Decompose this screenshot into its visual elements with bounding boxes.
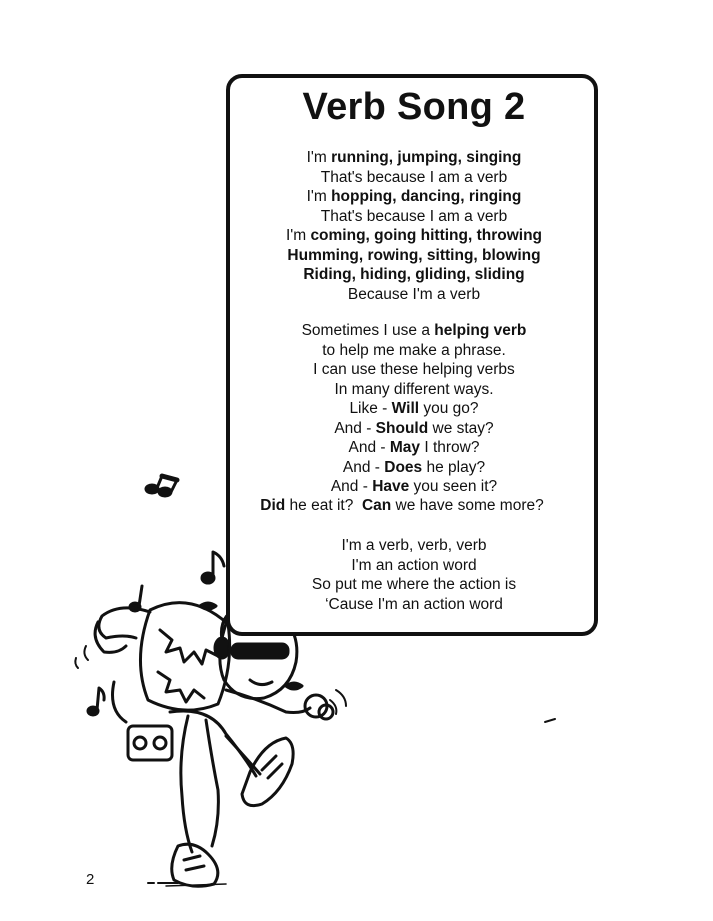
lyric-text: That's because I am a verb bbox=[320, 207, 508, 225]
lyric-text: And - bbox=[348, 439, 390, 456]
lyric-emphasis: Does bbox=[384, 458, 423, 476]
lyric-text: And - bbox=[342, 458, 385, 476]
lyric-emphasis: hopping, dancing, ringing bbox=[331, 188, 522, 205]
lyric-text: I'm bbox=[306, 188, 332, 205]
verse-2 bbox=[226, 321, 602, 497]
verse-1 bbox=[226, 148, 602, 304]
lyric-line bbox=[226, 575, 602, 595]
lyric-text: I'm bbox=[306, 149, 332, 166]
music-note-icon bbox=[202, 552, 224, 583]
lyric-emphasis: Humming, rowing, sitting, blowing bbox=[287, 246, 541, 264]
lyric-text: I throw? bbox=[420, 439, 480, 456]
lyric-text: And - bbox=[330, 478, 373, 495]
lyric-line bbox=[226, 341, 602, 361]
lyric-text: he eat it? bbox=[285, 497, 362, 514]
lyric-line bbox=[226, 285, 602, 305]
lyric-emphasis: Did bbox=[260, 497, 286, 514]
lyric-text: And - bbox=[334, 419, 376, 437]
lyric-line bbox=[226, 477, 602, 497]
lyric-line bbox=[226, 536, 602, 556]
lyric-emphasis: Should bbox=[375, 419, 429, 437]
lyric-line bbox=[226, 321, 602, 341]
lyric-line bbox=[226, 380, 602, 400]
lyric-emphasis: coming, going hitting, throwing bbox=[310, 227, 543, 244]
lyric-text: Sometimes I use a bbox=[301, 322, 435, 339]
lyric-line bbox=[226, 458, 602, 478]
lyric-text: So put me where the action is bbox=[311, 576, 517, 593]
lyric-text: you seen it? bbox=[409, 478, 498, 495]
lyric-line bbox=[226, 438, 602, 458]
lyric-text: In many different ways. bbox=[334, 380, 494, 398]
lyric-text: I'm a verb, verb, verb bbox=[341, 537, 487, 554]
lyric-emphasis: Riding, hiding, gliding, sliding bbox=[303, 266, 525, 283]
lyric-text: That's because I am a verb bbox=[320, 168, 508, 186]
lyric-line bbox=[226, 265, 602, 285]
lyric-text: ‘Cause I'm an action word bbox=[325, 595, 503, 613]
lyric-text: I can use these helping verbs bbox=[313, 361, 515, 378]
lyric-text: we have some more? bbox=[391, 497, 544, 514]
lyric-emphasis: helping verb bbox=[434, 322, 527, 339]
lyric-emphasis: Will bbox=[391, 400, 420, 417]
lyric-emphasis: Have bbox=[372, 478, 410, 495]
lyric-text: I'm bbox=[285, 227, 311, 244]
lyric-line bbox=[226, 556, 602, 576]
lyric-line bbox=[226, 360, 602, 380]
lyric-line bbox=[226, 399, 602, 419]
lyric-text: Like - bbox=[349, 400, 392, 417]
verse-2-last-line bbox=[226, 496, 602, 516]
lyric-text: you go? bbox=[419, 400, 479, 417]
lyric-line bbox=[226, 595, 602, 615]
lyric-line bbox=[226, 207, 602, 227]
lyric-emphasis: Can bbox=[361, 497, 392, 514]
music-note-icon bbox=[146, 476, 177, 496]
lyric-line bbox=[214, 496, 590, 516]
lyric-line bbox=[226, 226, 602, 246]
lyric-text: to help me make a phrase. bbox=[322, 341, 506, 359]
lyric-line bbox=[226, 187, 602, 207]
lyric-line bbox=[226, 246, 602, 266]
lyric-line bbox=[226, 148, 602, 168]
lyric-emphasis: May bbox=[389, 439, 421, 456]
lyric-text: we stay? bbox=[428, 419, 494, 437]
music-note-icon bbox=[88, 688, 104, 715]
page-title: Verb Song 2 bbox=[302, 86, 526, 128]
lyric-text: he play? bbox=[422, 458, 486, 476]
verse-3 bbox=[226, 536, 602, 614]
lyric-text: I'm an action word bbox=[351, 556, 477, 574]
lyric-emphasis: running, jumping, singing bbox=[331, 149, 522, 166]
lyric-line bbox=[226, 168, 602, 188]
page-number: 2 bbox=[86, 871, 95, 888]
lyric-line bbox=[226, 419, 602, 439]
lyric-text: Because I'm a verb bbox=[347, 285, 481, 303]
